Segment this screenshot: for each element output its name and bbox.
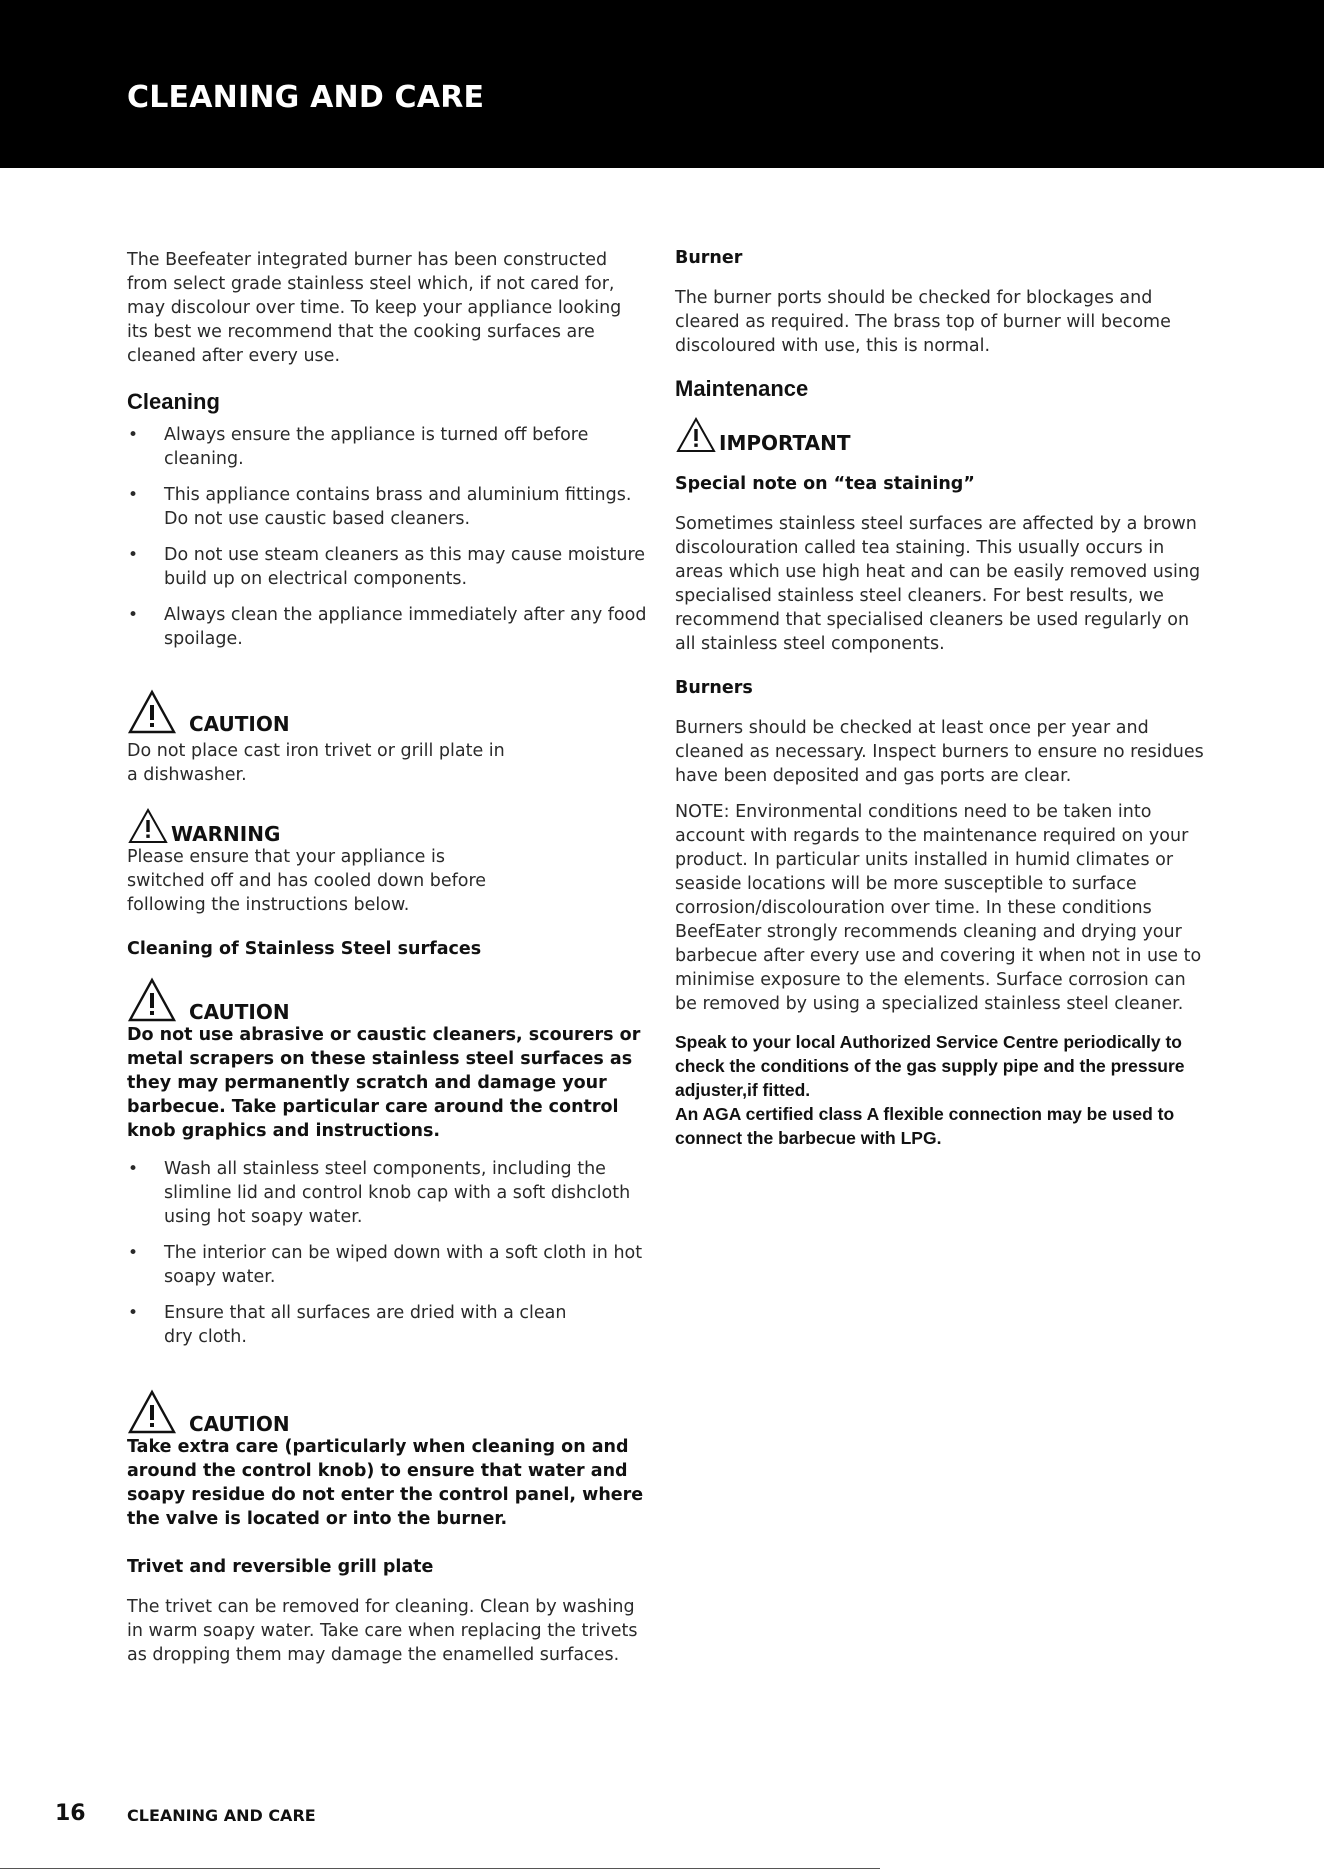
warning-triangle-icon <box>127 1389 177 1435</box>
page-number: 16 <box>55 1801 86 1826</box>
trivet-paragraph: The trivet can be removed for cleaning. Clean by washing in warm soapy water. Take care when replacing the trivets as dropping them may damage the enamelled surfaces. <box>127 1597 638 1665</box>
caution-label: CAUTION <box>189 1000 290 1024</box>
stainless-list <box>127 1157 647 1349</box>
tea-staining-heading: Special note on “tea staining” <box>675 474 975 494</box>
left-column <box>127 248 647 1667</box>
list-item: • Always ensure the appliance is turned off before cleaning. <box>128 425 589 469</box>
list-item: • Do not use steam cleaners as this may cause moisture build up on electrical components. <box>128 545 646 589</box>
note-paragraph: NOTE: Environmental conditions need to be taken into account with regards to the maintenance required on your product. In particular units installed in humid climates or seaside locations will be more susceptible to surface corrosion/discolouration over time. In these conditions BeefEater strongly recommends cleaning and drying your barbecue after every use and covering it when not in use to minimise exposure to the elements. Surface corrosion can be removed by using a specialized stainless steel cleaner. <box>675 802 1202 1014</box>
tea-staining-paragraph: Sometimes stainless steel surfaces are affected by a brown discolouration called tea staining. This usually occurs in areas which use high heat and can be easily removed using specialised stainless steel cleaners. For best results, we recommend that specialised cleaners be used regularly on all stainless steel components. <box>675 514 1201 654</box>
intro-paragraph: The Beefeater integrated burner has been constructed from select grade stainless steel which, if not cared for, may discolour over time. To keep your appliance looking its best we recommend that the cooking surfaces are cleaned after every use. <box>127 250 622 366</box>
list-item: • The interior can be wiped down with a soft cloth in hot soapy water. <box>128 1243 643 1287</box>
warning-triangle-icon <box>127 807 169 845</box>
footer-divider <box>0 1868 880 1869</box>
caution-text: Do not use abrasive or caustic cleaners, scourers or metal scrapers on these stainless steel surfaces as they may permanently scratch and damage your barbecue. Take particular care around the control knob graphics and instructions. <box>127 1025 641 1141</box>
right-column <box>675 248 1205 1150</box>
cleaning-list <box>127 423 647 651</box>
list-item: • Always clean the appliance immediately after any food spoilage. <box>128 605 647 649</box>
caution-block-3 <box>127 1389 647 1435</box>
trivet-heading: Trivet and reversible grill plate <box>127 1557 434 1577</box>
warning-triangle-icon <box>127 977 177 1023</box>
important-block <box>675 416 1205 454</box>
important-label: IMPORTANT <box>719 431 851 455</box>
warning-text: Please ensure that your appliance is switched off and has cooled down before following the instructions below. <box>127 847 487 915</box>
caution-label: CAUTION <box>189 1412 290 1436</box>
warning-triangle-icon <box>675 416 717 454</box>
caution-block-2 <box>127 977 647 1023</box>
caution-label: CAUTION <box>189 712 290 736</box>
caution-text: Take extra care (particularly when cleaning on and around the control knob) to ensure that water and soapy residue do not enter the control panel, where the valve is located or into the burner. <box>127 1437 644 1529</box>
warning-triangle-icon <box>127 689 177 735</box>
warning-block <box>127 807 647 845</box>
maintenance-heading: Maintenance <box>675 376 809 401</box>
list-item: • Wash all stainless steel components, including the slimline lid and control knob cap with a soft dishcloth using hot soapy water. <box>128 1159 631 1227</box>
page-title: CLEANING AND CARE <box>127 80 485 115</box>
aga-paragraph: An AGA certified class A flexible connection may be used to connect the barbecue with LPG. <box>675 1104 1175 1148</box>
burners-paragraph: Burners should be checked at least once per year and cleaned as necessary. Inspect burners to ensure no residues have been deposited and gas ports are clear. <box>675 718 1204 786</box>
warning-label: WARNING <box>171 822 281 846</box>
caution-block-1 <box>127 689 647 735</box>
caution-text: Do not place cast iron trivet or grill plate in a dishwasher. <box>127 741 505 785</box>
list-item: • This appliance contains brass and aluminium fittings. Do not use caustic based cleaners. <box>128 485 632 529</box>
stainless-heading: Cleaning of Stainless Steel surfaces <box>127 939 482 959</box>
burner-paragraph: The burner ports should be checked for blockages and cleared as required. The brass top of burner will become discoloured with use, this is normal. <box>675 288 1171 356</box>
cleaning-heading: Cleaning <box>127 389 220 414</box>
list-item: • Ensure that all surfaces are dried with a clean dry cloth. <box>128 1303 567 1347</box>
burners-heading: Burners <box>675 678 753 698</box>
burner-heading: Burner <box>675 248 743 268</box>
service-paragraph: Speak to your local Authorized Service Centre periodically to check the conditions of the gas supply pipe and the pressure adjuster,if fitted. <box>675 1032 1185 1100</box>
footer-section-title: CLEANING AND CARE <box>127 1806 316 1825</box>
page-header <box>0 0 1324 168</box>
